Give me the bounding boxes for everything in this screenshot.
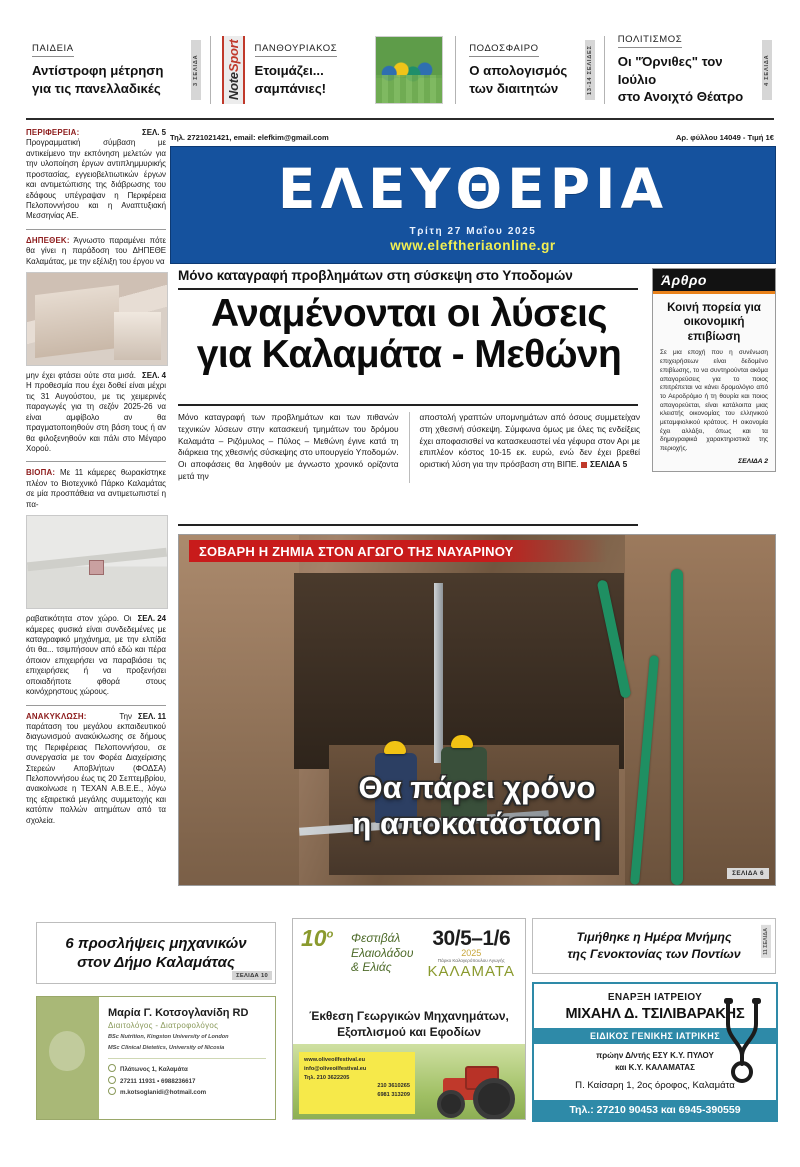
- masthead-date: Τρίτη 27 Μαΐου 2025: [409, 225, 537, 237]
- notesport-note: Note: [225, 72, 241, 101]
- ad-olive-tel1: Τηλ. 210 3622205: [304, 1074, 350, 1081]
- ad-doctor-opening: ΕΝΑΡΞΗ ΙΑΤΡΕΙΟΥ: [607, 992, 703, 1003]
- lead-page-ref[interactable]: [581, 459, 627, 469]
- teaser-page-tag: 4 ΣΕΛΙΔΑ: [762, 40, 772, 100]
- ad-doctor[interactable]: [532, 982, 778, 1122]
- ad-olive-fest-line1: Φεστιβάλ: [351, 931, 401, 945]
- sidebar-item-dipethek[interactable]: [26, 236, 166, 267]
- lead-page-label: ΣΕΛΙΔΑ 5: [590, 459, 628, 470]
- sidebar-label: ΠΕΡΙΦΕΡΕΙΑ:: [26, 128, 80, 137]
- ad-olive-edition-number: [301, 925, 333, 951]
- photo-pipe-vertical: [434, 583, 443, 763]
- teaser-headline-line2: στο Ανοιχτό Θέατρο: [617, 89, 744, 105]
- ad-dietitian-leaf-logo: [37, 997, 99, 1119]
- ad-dietitian[interactable]: [36, 996, 276, 1120]
- photo-overlay-line2: η αποκατάσταση: [352, 805, 602, 841]
- ad-dietitian-phone-row[interactable]: [108, 1076, 266, 1088]
- sidebar-item-biopa[interactable]: [26, 468, 166, 510]
- top-teaser-strip: [26, 34, 774, 106]
- ad-dietitian-address-row: [108, 1064, 266, 1076]
- teaser-page-tag: 3 ΣΕΛΙΔΑ: [191, 40, 201, 100]
- ad-olive-field-photo: [293, 1044, 525, 1120]
- phone-icon: [108, 1076, 116, 1084]
- header-divider: [26, 118, 774, 120]
- teaser-panthouriakos[interactable]: [249, 34, 370, 106]
- teaser-kicker: ΠΑΙΔΕΙΑ: [32, 43, 74, 57]
- ad-olive-tel2: 210 3610265: [377, 1083, 410, 1090]
- divider: [26, 229, 166, 230]
- ad-doctor-specialty: ΕΙΔΙΚΟΣ ΓΕΝΙΚΗΣ ΙΑΤΡΙΚΗΣ: [534, 1028, 776, 1044]
- divider: [409, 412, 410, 483]
- ad-olive-subtitle-line1: Έκθεση Γεωργικών Μηχανημάτων,: [309, 1009, 509, 1023]
- issue-info: Αρ. φύλλου 14049 - Τιμή 1€: [675, 132, 774, 142]
- teaser-headline-line2: των διαιτητών: [469, 80, 559, 96]
- ad-olive-organizer: Πάρκο Καλογερόπουλου Αγωγής: [437, 958, 505, 963]
- sidebar-item-perifereia[interactable]: [26, 128, 166, 222]
- divider: [178, 524, 638, 526]
- arthro-title: Κοινή πορεία για οικονομική επιβίωση: [667, 301, 761, 343]
- ad-dietitian-address: Πλάτωνος 1, Καλαμάτα: [120, 1066, 188, 1074]
- tractor-icon: [421, 1064, 517, 1120]
- teaser-headline-line1: Αντίστροφη μέτρηση: [32, 62, 164, 78]
- sidebar-label: ΔΗΠΕΘΕΚ:: [26, 235, 70, 245]
- arthro-text: Σε μια εποχή που η συνένωση επιχειρήσεων είναι δεδομένο επιβίωσης, το να συντηρούνται ακόμα απαγορεύσεις για το ποιος επιτρέπεται να κάνει δρομολόγιο από το Αεροδρόμιο ή τη θουρία και ποιος απαγορεύεται, είναι κατάλοιπα μιας κλειστής οικονομίας του ελληνικού μεταμφιολικού κράτους. Η οικονομία έχει αλλάξει, όπως και τα δημογραφικά χαρακτηριστικά της περιοχής.: [660, 349, 768, 453]
- teaser-kicker: ΠΟΛΙΤΙΣΜΟΣ: [618, 34, 683, 48]
- ad-dietitian-phone: 27211 11931 • 6988236617: [120, 1077, 196, 1085]
- sidebar-text: Άγνωστο παραμένει πότε θα γίνει η παράδοση του ΔΗΠΕΘΕ Καλαμάτας, με την εξέλιξη του έργου να: [26, 235, 166, 266]
- teaser-kicker: ΠΑΝΘΟΥΡΙΑΚΟΣ: [255, 43, 338, 57]
- sidebar-page-ref: ΣΕΛ. 4: [141, 371, 166, 381]
- left-sidebar: [26, 128, 166, 829]
- sidebar-text: ραβατικότητα στον χώρο. Οι κάμερες φυσικά είναι συνδεδεμένες με καταγραφικό μηχάνημα, με την ελπίδα ότι θα... τσιμπήσουν από εδώ και πέρα όποιον επιχειρήσει να παραβιάσει τις επιχειρήσεις ή να προξενήσει οποιαδήποτε φθορά στους κοινόχρηστους χώρους.: [26, 614, 166, 697]
- lead-headline[interactable]: [178, 293, 640, 376]
- square-bullet-icon: [581, 462, 587, 468]
- teaser-headline-line1: Ο απολογισμός: [469, 62, 568, 78]
- sidebar-photo-theatre: [26, 272, 168, 366]
- sidebar-label: ΑΝΑΚΥΚΛΩΣΗ:: [26, 711, 87, 721]
- ad-olive-number: 10: [301, 925, 327, 951]
- sidebar-item-biopa-cont[interactable]: [26, 614, 166, 697]
- location-pin-icon: [108, 1064, 116, 1072]
- ad-dietitian-edu1: BSc Nutrition, Kingston University of London: [108, 1034, 229, 1040]
- bottom-right-line2: της Γενοκτονίας των Ποντίων: [567, 947, 741, 961]
- teaser-headline-line2: για τις πανελλαδικές: [32, 80, 161, 96]
- sidebar-text: Την παράταση του μεγάλου εκπαιδευτικού διαγωνισμού ανακύκλωσης σε δήμους της Περιφέρειας Πελοποννήσου, σε συνεργασία με τον Φορέα Διαχείρισης Στερεών Αποβλήτων (ΦΟΔΣΑ) Πελοποννήσου έως τις 20 Σεπτεμβρίου, ανακοίνωσε η ΤΕΧΑΝ Α.Β.Ε.Ε., λόγω της εξαιρετικά μεγάλης συμμετοχής και κατόπιν πολλών αιτημάτων από τα σχολεία.: [26, 711, 166, 825]
- arthro-opinion-box[interactable]: [652, 268, 776, 472]
- ad-dietitian-email-row[interactable]: [108, 1087, 266, 1099]
- teaser-politismos[interactable]: [612, 34, 760, 106]
- ad-olive-festival[interactable]: [292, 918, 526, 1120]
- teaser-headline-line1: Οι "Όρνιθες" τον Ιούλιο: [617, 54, 723, 87]
- ad-olive-email[interactable]: info@oliveoilfestival.eu: [304, 1065, 367, 1072]
- ad-doctor-name: ΜΙΧΑΗΛ Δ. ΤΣΙΛΙΒΑΡΑΚΗΣ: [565, 1006, 745, 1022]
- lead-body-column-right: [420, 412, 641, 483]
- ad-olive-fest-line2: Ελαιολάδου: [351, 945, 414, 960]
- sidebar-page-ref: ΣΕΛ. 11: [138, 711, 166, 721]
- bottom-right-page-ref: 11 ΣΕΛΙΔΑ: [761, 925, 771, 958]
- photo-banner-caption: ΣΟΒΑΡΗ Η ΖΗΜΙΑ ΣΤΟΝ ΑΓΩΓΟ ΤΗΣ ΝΑΥΑΡΙΝΟΥ: [189, 540, 607, 562]
- arthro-page-ref: ΣΕΛΙΔΑ 2: [738, 457, 768, 465]
- divider: [26, 461, 166, 462]
- bottom-left-page-ref: ΣΕΛΙΔΑ 10: [232, 971, 272, 980]
- lead-body: [178, 412, 640, 483]
- ad-doctor-telephone[interactable]: Τηλ.: 27210 90453 και 6945-390559: [534, 1100, 776, 1120]
- bottom-right-line1: Τιμήθηκε η Ημέρα Μνήμης: [576, 930, 732, 945]
- ad-olive-dates: 30/5–1/6: [432, 927, 511, 950]
- teaser-kicker: ΠΟΔΟΣΦΑΙΡΟ: [469, 43, 538, 57]
- teaser-page-tag: 13-14 ΣΕΛΙΔΕΣ: [585, 40, 595, 100]
- photo-page-ref[interactable]: ΣΕΛΙΔΑ 6: [727, 868, 769, 879]
- teaser-podosfairo[interactable]: [463, 34, 583, 106]
- lead-headline-line2: για Καλαμάτα - Μεθώνη: [196, 333, 622, 377]
- sidebar-label: ΒΙΟΠΑ:: [26, 468, 56, 478]
- divider: [108, 1058, 266, 1059]
- ad-olive-ordinal: ο: [326, 928, 334, 941]
- ad-doctor-prev-line2: και Κ.Υ. ΚΑΛΑΜΑΤΑΣ: [615, 1063, 695, 1072]
- teaser-paideia[interactable]: [26, 34, 189, 106]
- photo-helmet-left: [384, 741, 406, 754]
- ad-olive-subtitle-line2: Εξοπλισμού και Εφοδίων: [337, 1024, 481, 1039]
- sidebar-item-anakyklosi[interactable]: [26, 712, 166, 827]
- lead-body-right-text: αποστολή γραπτών υπομνημάτων από όσους συμμετείχαν στη χθεσινή σύσκεψη. Σύμφωνα όμως με όλες τις ενδείξεις έχει αποφασισθεί να κατασκευαστεί νέα γέφυρα στον Αρι με επιπλέον κόστος 10-15 εκ. ευρώ, ενώ δεν έχει βρεθεί οριστική λύση για την πρόσβαση στη ΒΙΠΕ.: [419, 412, 640, 470]
- photo-overlay-text: [179, 770, 775, 841]
- masthead-meta-row: [170, 130, 774, 144]
- lead-subheadline: Μόνο καταγραφή προβλημάτων στη σύσκεψη στο Υποδομών: [178, 268, 573, 283]
- contact-info: Τηλ. 2721021421, email: elefkim@gmail.com: [170, 132, 329, 142]
- ad-doctor-prev-line1: πρώην Δ/ντής ΕΣΥ Κ.Υ. ΠΥΛΟΥ: [596, 1051, 714, 1060]
- sidebar-page-ref: ΣΕΛ. 5: [141, 128, 166, 137]
- photo-overlay-line1: Θα πάρει χρόνο: [358, 770, 596, 806]
- divider: [178, 404, 638, 406]
- lead-body-column-left: Μόνο καταγραφή των προβλημάτων και των πιθανών τεχνικών λύσεων στην κατασκευή τμημάτων του δρόμου Καλαμάτα – Ριζόμυλος – Πύλος – Μεθώνη έγινε κατά τη διάρκεια της χθεσινής σύσκεψης στο υπουργείο Υποδομών. Οι αποφάσεις θα ληφθούν με άγνωστο χρονικό ορίζοντα μετά την: [178, 412, 399, 481]
- main-photo-excavation: [178, 534, 776, 886]
- ad-olive-website[interactable]: www.oliveoilfestival.eu: [304, 1057, 366, 1064]
- notesport-logo: [222, 36, 245, 104]
- bottom-left-line1: 6 προσλήψεις μηχανικών: [65, 934, 247, 952]
- bottom-left-line2: στον Δήμο Καλαμάτας: [77, 954, 235, 971]
- divider: [604, 36, 605, 104]
- sidebar-text: μην έχει φτάσει ούτε στα μισά. Η προθεσμία που έχει δοθεί είναι μέχρι τις 31 Αυγούστου, με τις χειμερινές παραγωγές για τη σεζόν 2025-26 να είναι αμφίβολο αν θα πραγματοποιηθούν στη βάση τους ή αν θα φιλοξενηθούν και πάλι στο Μέγαρο Χορού.: [26, 371, 166, 454]
- stethoscope-icon: [722, 998, 764, 1086]
- ad-olive-city: ΚΑΛΑΜΑΤΑ: [427, 963, 515, 980]
- masthead-title: ΕΛΕΥΘΕΡΙΑ: [277, 156, 669, 221]
- ad-olive-tel3: 6981 313209: [377, 1091, 410, 1098]
- arthro-header: Άρθρο: [653, 269, 775, 291]
- bottom-headline-right[interactable]: [532, 918, 776, 974]
- divider: [26, 705, 166, 706]
- sidebar-item-dipethek-cont[interactable]: [26, 371, 166, 454]
- ad-olive-fest-line3: & Ελιάς: [351, 960, 392, 975]
- notesport-sport: Sport: [225, 39, 241, 73]
- ad-doctor-address: Π. Καίσαρη 1, 2ος όροφος, Καλαμάτα: [575, 1080, 735, 1091]
- divider: [178, 288, 638, 290]
- bottom-headline-left[interactable]: [36, 922, 276, 984]
- envelope-icon: [108, 1087, 116, 1095]
- divider: [210, 36, 211, 104]
- photo-helmet-right: [451, 735, 473, 748]
- sidebar-photo-camera: [26, 515, 168, 609]
- masthead: [170, 146, 776, 264]
- ad-olive-contact-box: [299, 1052, 415, 1114]
- teaser-team-photo: [375, 36, 443, 104]
- sidebar-page-ref: ΣΕΛ. 24: [137, 614, 166, 624]
- teaser-headline-line1: Ετοιμάζει...: [254, 62, 324, 78]
- masthead-website-url[interactable]: www.eleftheriaonline.gr: [390, 237, 556, 253]
- ad-olive-year: 2025: [461, 948, 482, 958]
- sidebar-text: Με 11 κάμερες θωρακίστηκε πλέον το Βιοτεχνικό Πάρκο Καλαμάτας σε μία προσπάθεια να αντιμετωπιστεί η πα-: [26, 468, 166, 509]
- sidebar-text: Προγραμματική σύμβαση με αντικείμενο την εκπόνηση μελετών για την υλοποίηση έργων αντιπλημμυρικής προστασίας, εγγειοβελτιωτικών έργων και αντιμετώπισης της διάβρωσης του εδάφους υπέγραψαν η Περιφέρεια Πελοποννήσου και η Αναπτυξιακή Μεσσηνίας ΑΕ.: [26, 138, 166, 221]
- ad-dietitian-email: m.kotsoglanidi@hotmail.com: [120, 1089, 207, 1097]
- lead-headline-line1: Αναμένονται οι λύσεις: [210, 292, 607, 335]
- ad-dietitian-role: Διαιτολόγος - Διατροφολόγος: [108, 1021, 219, 1030]
- ad-dietitian-edu2: MSc Clinical Dietetics, University of Nicosia: [108, 1045, 225, 1052]
- ad-dietitian-name: Μαρία Γ. Κοτσογλανίδη RD: [108, 1007, 249, 1019]
- divider: [455, 36, 456, 104]
- teaser-headline-line2: σαμπάνιες!: [254, 80, 327, 96]
